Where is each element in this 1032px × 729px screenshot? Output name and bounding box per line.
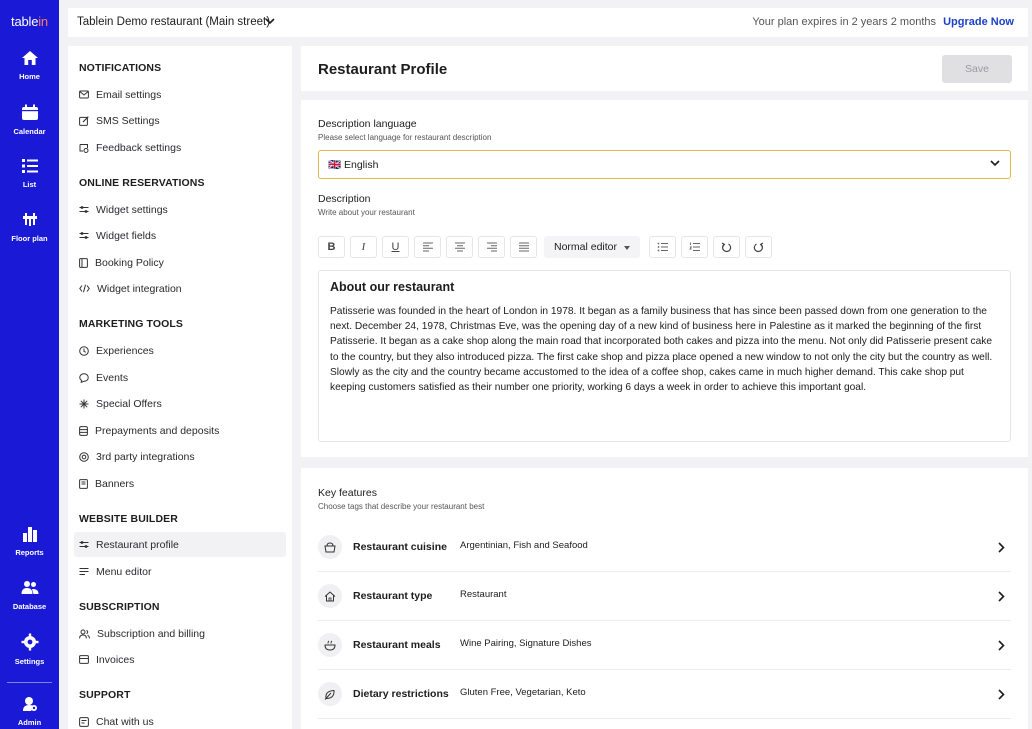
nav-item-restaurant-profile[interactable]	[74, 532, 286, 557]
description-label: Description	[318, 193, 371, 205]
rail-label: Home	[19, 72, 40, 81]
nav-item-label: Subscription and billing	[97, 627, 205, 640]
description-editor[interactable]	[318, 270, 1011, 442]
envelope-icon	[79, 90, 89, 99]
align-right-button[interactable]	[478, 236, 505, 258]
nav-item-label: Email settings	[96, 88, 162, 101]
align-center-button[interactable]	[446, 236, 473, 258]
align-justify-icon	[518, 242, 530, 252]
nav-item-experiences[interactable]	[74, 338, 286, 363]
feature-row-cuisine[interactable]	[318, 523, 1011, 572]
align-left-icon	[422, 242, 434, 252]
database-stack-icon	[79, 426, 88, 436]
nav-item-label: Events	[96, 371, 129, 384]
nav-item-label: Widget integration	[97, 282, 182, 295]
nav-item-3rd-party-integrations[interactable]	[74, 444, 286, 469]
chevron-down-icon	[990, 160, 1000, 167]
code-icon	[79, 284, 90, 293]
rail-item-settings[interactable]	[0, 633, 59, 666]
feature-value: Wine Pairing, Signature Dishes	[460, 638, 592, 649]
users-icon	[79, 629, 90, 639]
key-features-label: Key features	[318, 487, 377, 499]
banner-icon	[79, 479, 88, 489]
sliders-icon	[79, 540, 89, 549]
calendar-icon	[21, 104, 39, 121]
nav-item-label: Menu editor	[96, 565, 152, 578]
logo-accent: in	[38, 14, 48, 29]
sliders-icon	[79, 231, 89, 240]
key-features-card	[301, 468, 1028, 729]
home-icon	[21, 50, 39, 66]
feedback-icon	[79, 143, 89, 153]
nav-item-label: Booking Policy	[95, 256, 164, 269]
nav-heading-subscription: SUBSCRIPTION	[79, 601, 160, 613]
feature-value: Gluten Free, Vegetarian, Keto	[460, 687, 586, 698]
nav-heading-website-builder: WEBSITE BUILDER	[79, 513, 178, 525]
menu-lines-icon	[79, 567, 89, 576]
integration-icon	[79, 452, 89, 462]
chevron-right-icon	[998, 542, 1005, 553]
underline-button[interactable]: U	[382, 236, 409, 258]
rail-item-calendar[interactable]	[0, 104, 59, 136]
rail-label: Settings	[14, 657, 45, 666]
nav-item-label: 3rd party integrations	[96, 450, 195, 463]
caret-down-icon	[624, 246, 630, 250]
description-language-hint: Please select language for restaurant description	[318, 133, 492, 142]
settings-icon	[21, 633, 39, 651]
nav-item-label: Chat with us	[96, 715, 154, 728]
nav-item-events[interactable]	[74, 365, 286, 390]
feature-row-dietary[interactable]	[318, 670, 1011, 719]
bullet-list-button[interactable]	[649, 236, 676, 258]
align-center-icon	[454, 242, 466, 252]
undo-button[interactable]	[713, 236, 740, 258]
description-card	[301, 100, 1028, 457]
nav-item-label: Invoices	[96, 653, 135, 666]
sliders-icon	[79, 205, 89, 214]
leaf-icon	[318, 682, 342, 706]
feature-row-meals[interactable]	[318, 621, 1011, 670]
rail-label: Reports	[15, 548, 44, 557]
numbered-list-button[interactable]	[681, 236, 708, 258]
nav-item-label: Widget settings	[96, 203, 168, 216]
redo-button[interactable]	[745, 236, 772, 258]
nav-heading-support: SUPPORT	[79, 689, 131, 701]
rail-label: Database	[12, 602, 47, 611]
italic-button[interactable]: I	[350, 236, 377, 258]
rail-label: Admin	[17, 718, 42, 727]
nav-item-label: Restaurant profile	[96, 538, 179, 551]
language-select[interactable]	[318, 150, 1011, 179]
nav-item-widget-fields[interactable]	[74, 223, 286, 248]
nav-item-menu-editor[interactable]	[74, 559, 286, 584]
rail-item-admin[interactable]	[0, 696, 59, 727]
feature-row-type[interactable]	[318, 572, 1011, 621]
nav-heading-marketing-tools: MARKETING TOOLS	[79, 318, 183, 330]
bold-button[interactable]: B	[318, 236, 345, 258]
nav-item-label: Feedback settings	[96, 141, 182, 154]
chevron-right-icon	[998, 640, 1005, 651]
feature-name: Restaurant type	[353, 590, 433, 602]
description-language-label: Description language	[318, 118, 417, 130]
page-title: Restaurant Profile	[318, 61, 448, 78]
page-header	[301, 46, 1028, 91]
chat-bubble-icon	[79, 373, 89, 383]
language-select-value: 🇬🇧 English	[328, 159, 379, 171]
restaurant-switcher[interactable]: Tablein Demo restaurant (Main street)	[77, 16, 271, 28]
cuisine-icon	[318, 535, 342, 559]
nav-item-label: Experiences	[96, 344, 154, 357]
feature-value: Argentinian, Fish and Seafood	[460, 540, 588, 551]
sparkle-icon	[79, 399, 89, 409]
rail-item-home[interactable]	[0, 50, 59, 81]
nav-item-banners[interactable]	[74, 471, 286, 496]
numbered-list-icon	[689, 242, 701, 252]
app-logo[interactable]	[0, 14, 59, 29]
rail-label: Calendar	[13, 127, 46, 136]
nav-item-widget-integration[interactable]	[74, 276, 286, 301]
rail-item-list[interactable]	[0, 158, 59, 189]
nav-item-label: Special Offers	[96, 397, 162, 410]
nav-item-label: Prepayments and deposits	[95, 424, 220, 437]
align-left-button[interactable]	[414, 236, 441, 258]
nav-item-special-offers[interactable]	[74, 391, 286, 416]
nav-heading-notifications: NOTIFICATIONS	[79, 62, 162, 74]
rail-label: List	[22, 180, 37, 189]
invoice-icon	[79, 655, 89, 664]
house-icon	[318, 584, 342, 608]
nav-item-sms-settings[interactable]	[74, 108, 286, 133]
editor-mode-value: Normal editor	[554, 241, 618, 253]
book-icon	[79, 258, 88, 268]
align-justify-button[interactable]	[510, 236, 537, 258]
chevron-right-icon	[998, 689, 1005, 700]
reports-icon	[21, 526, 39, 542]
edit-icon	[79, 116, 89, 126]
feature-value: Restaurant	[460, 589, 507, 600]
feature-name: Dietary restrictions	[353, 688, 449, 700]
nav-item-email-settings[interactable]	[74, 82, 286, 107]
admin-icon	[22, 696, 38, 712]
nav-item-prepayments[interactable]	[74, 418, 286, 443]
upgrade-now-link[interactable]: Upgrade Now	[943, 16, 1014, 28]
feature-name: Restaurant meals	[353, 639, 441, 651]
editor-heading: About our restaurant	[330, 280, 455, 294]
nav-item-chat-with-us[interactable]	[74, 709, 286, 729]
clock-icon	[79, 346, 89, 356]
editor-mode-select[interactable]	[544, 236, 640, 258]
plan-expiry-text: Your plan expires in 2 years 2 months	[752, 16, 936, 28]
align-right-icon	[486, 242, 498, 252]
chevron-right-icon	[998, 591, 1005, 602]
chevron-down-icon[interactable]	[265, 18, 275, 25]
floor-plan-icon	[21, 212, 39, 228]
nav-item-feedback-settings[interactable]	[74, 135, 286, 160]
list-icon	[21, 158, 39, 174]
rail-label: Floor plan	[11, 234, 48, 243]
nav-item-invoices[interactable]	[74, 647, 286, 672]
app-rail	[0, 0, 59, 729]
description-hint: Write about your restaurant	[318, 208, 415, 217]
feature-name: Restaurant cuisine	[353, 541, 447, 553]
nav-item-booking-policy[interactable]	[74, 250, 286, 275]
meal-bowl-icon	[318, 633, 342, 657]
rail-item-reports[interactable]	[0, 526, 59, 557]
settings-nav	[68, 46, 292, 729]
nav-heading-online-reservations: ONLINE RESERVATIONS	[79, 177, 205, 189]
nav-item-label: Widget fields	[96, 229, 157, 242]
chat-icon	[79, 717, 89, 727]
editor-body: Patisserie was founded in the heart of London in 1978. It began as a family business that has since been passed down from one generation to the next. December 24, 1978, Christmas Eve, was the opening day of a new kind of business here in Palestine as it marked the beginning of the first Patisserie. It began as a cake shop along the main road that incorporated both cakes and pizza into the menu. Not only did Patisserie present cake to the country, but they also introduced pizza. The first cake shop and pizza place opened a new window to not only the city but the country as well. Slowly as the city and the country became accustomed to the idea of a coffee shop, cakes came in much higher demand. This cake shop put keeping customers satisfied as their number one priority, working 6 days a week in order to achieve this important goal.	[330, 306, 993, 394]
rail-item-database[interactable]	[0, 580, 59, 611]
undo-icon	[721, 242, 732, 253]
top-bar	[68, 8, 1028, 37]
nav-item-widget-settings[interactable]	[74, 197, 286, 222]
save-button[interactable]: Save	[942, 55, 1012, 83]
key-features-hint: Choose tags that describe your restaurant best	[318, 502, 485, 511]
logo-text: table	[11, 14, 39, 29]
rail-divider	[7, 682, 52, 683]
rail-item-floor-plan[interactable]	[0, 212, 59, 243]
nav-item-label: SMS Settings	[96, 114, 160, 127]
nav-item-subscription-billing[interactable]	[74, 621, 286, 646]
database-icon	[21, 580, 39, 596]
bullet-list-icon	[657, 242, 669, 252]
redo-icon	[753, 242, 764, 253]
nav-item-label: Banners	[95, 477, 135, 490]
